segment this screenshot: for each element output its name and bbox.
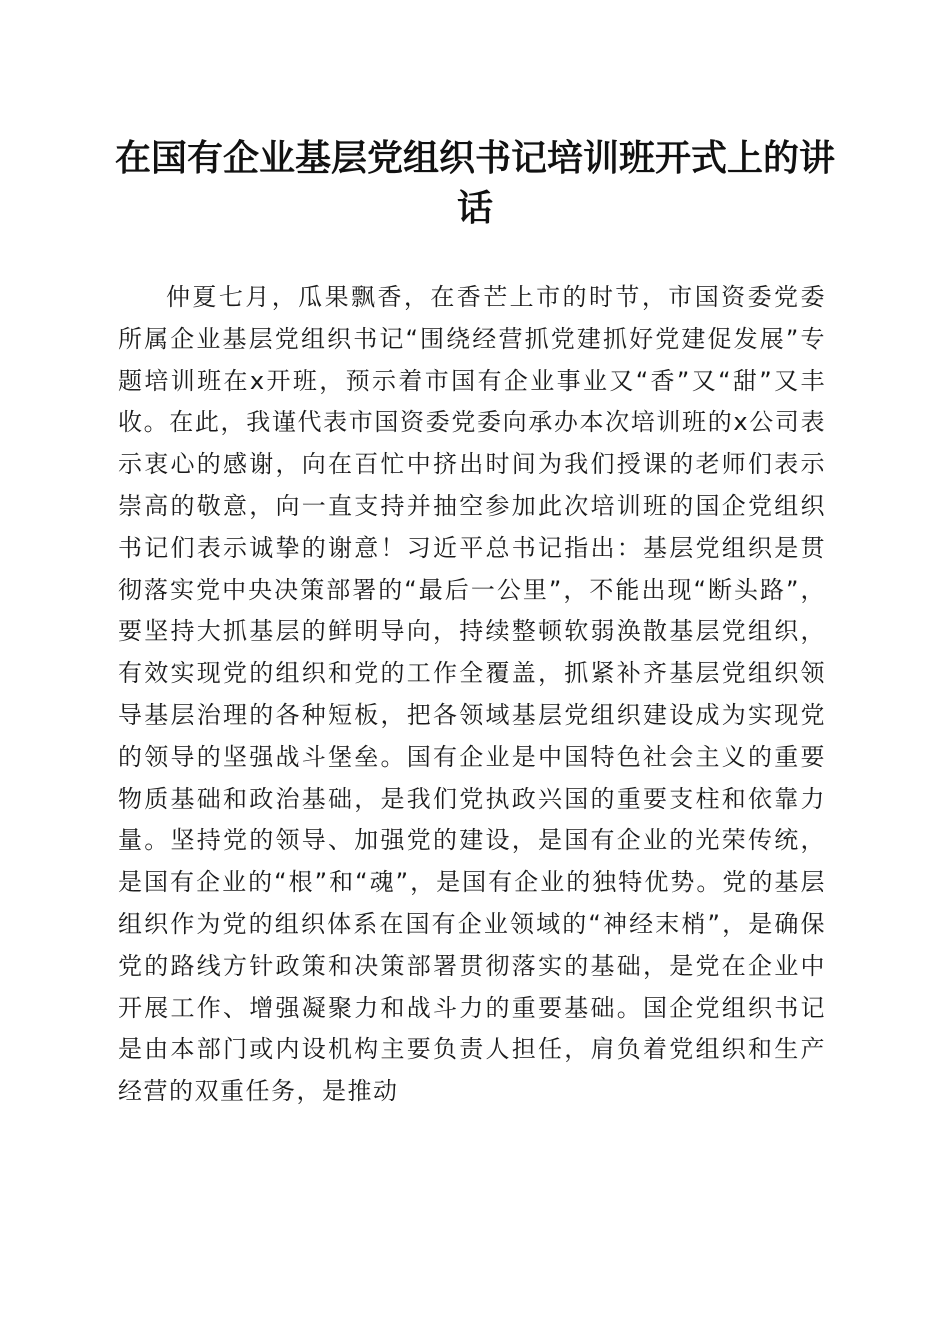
document-title: 在国有企业基层党组织书记培训班开式上的讲话 bbox=[114, 137, 835, 229]
body-paragraph: 仲夏七月，瓜果飘香，在香芒上市的时节，市国资委党委所属企业基层党组织书记“围绕经营抓党建抓好党建促发展”专题培训班在x开班，预示着市国有企业事业又“香”又“甜”又丰收。在此，我谨代表市国资委党委向承办本次培训班的x公司表示衷心的感谢，向在百忙中挤出时间为我们授课的老师们表示崇高的敬意，向一直支持并抽空参加此次培训班的国企党组织书记们表示诚挚的谢意！习近平总书记指出：基层党组织是贯彻落实党中央决策部署的“最后一公里”，不能出现“断头路”，要坚持大抓基层的鲜明导向，持续整顿软弱涣散基层党组织，有效实现党的组织和党的工作全覆盖，抓紧补齐基层党组织领导基层治理的各种短板，把各领域基层党组织建设成为实现党的领导的坚强战斗堡垒。国有企业是中国特色社会主义的重要物质基础和政治基础，是我们党执政兴国的重要支柱和依靠力量。坚持党的领导、加强党的建设，是国有企业的光荣传统，是国有企业的“根”和“魂”，是国有企业的独特优势。党的基层组织作为党的组织体系在国有企业领域的“神经末梢”，是确保党的路线方针政策和决策部署贯彻落实的基础，是党在企业中开展工作、增强凝聚力和战斗力的重要基础。国企党组织书记是由本部门或内设机构主要负责人担任，肩负着党组织和生产经营的双重任务，是推动 bbox=[118, 283, 826, 1106]
